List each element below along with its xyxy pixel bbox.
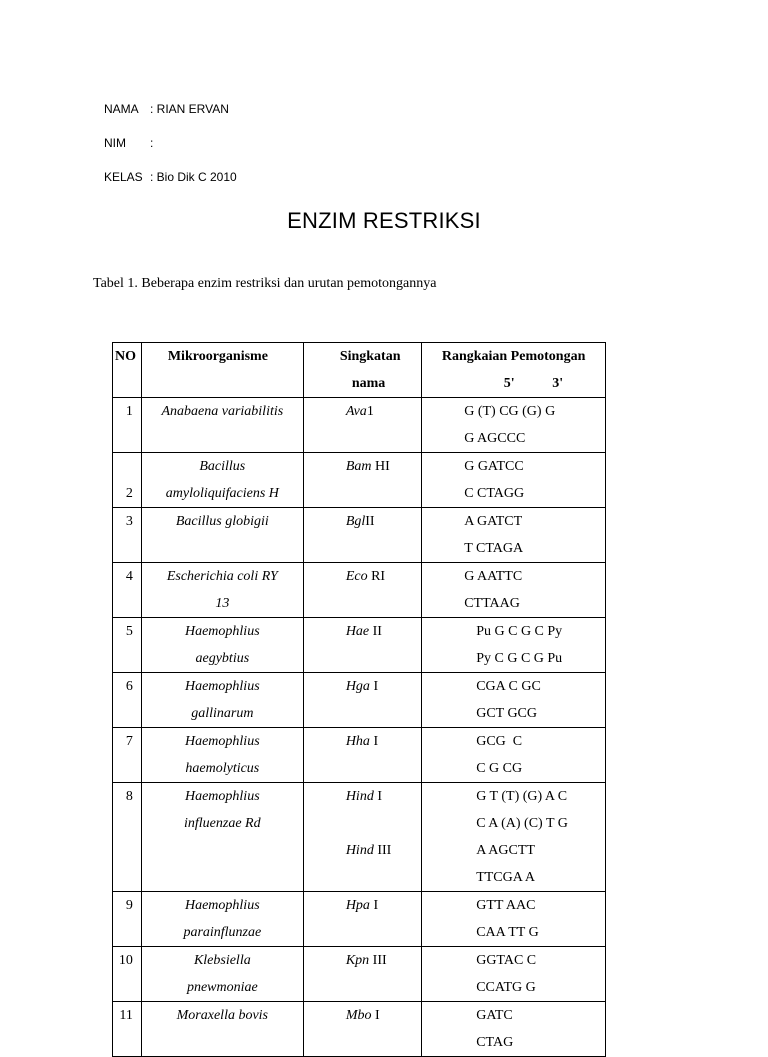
cut-sequence-top: GATC [476,1008,513,1023]
organism-name: Bacillus globigii [175,514,269,529]
organism-name: Moraxella bovis [176,1008,269,1023]
nim-label: NIM [104,136,126,150]
abbreviation: Kpn III [345,953,387,968]
nim-row [104,134,237,168]
kelas-row [104,168,237,202]
abbreviation: Bam HI [345,459,390,474]
cut-sequence-top: GGTAC C [476,953,537,968]
table-row [113,508,606,563]
cut-sequence-bottom: CTAG [476,1035,514,1050]
table-row [113,947,606,1002]
cut-sequence-bottom: C CTAGG [464,486,525,501]
cut-sequence-bottom: Py C G C G Pu [476,651,563,666]
cut-sequence-bottom: CTTAAG [464,596,520,611]
cut-sequence-top: G (T) CG (G) G [464,404,556,419]
cut-sequence-top: CGA C GC [476,679,541,694]
cut-sequence-top: A GATCT [464,514,523,529]
row-number: 5 [125,624,133,639]
cut-sequence-bottom: G AGCCC [464,431,526,446]
row-number: 2 [125,486,133,501]
organism-name-cont: gallinarum [191,706,254,721]
cut-sequence-bottom: GCT GCG [476,706,538,721]
cut-sequence-top: G AATTC [464,569,523,584]
cut-sequence-top: Pu G C G C Py [476,624,563,639]
abbreviation: Hind I [345,789,382,804]
row-number: 9 [125,898,133,913]
cut-sequence-bottom: C G CG [476,761,523,776]
organism-name: Haemophlius [184,898,260,913]
cut-sequence-bottom: T CTAGA [464,541,524,556]
organism-name: Escherichia coli RY [166,569,278,584]
cut-sequence-bottom: CCATG G [476,980,536,995]
cut-sequence-bottom-second: TTCGA A [476,870,535,885]
header-mikroorganisme: Mikroorganisme [141,343,303,398]
abbreviation: Hae II [345,624,382,639]
organism-name: Bacillus [199,459,246,474]
cut-sequence-top: GTT AAC [476,898,536,913]
row-number: 11 [119,1008,133,1023]
organism-name: Anabaena variabilitis [161,404,284,419]
student-info [104,100,237,202]
organism-name: Haemophlius [184,789,260,804]
organism-name-cont: aegybtius [195,651,250,666]
table-row [113,398,606,453]
row-number: 4 [125,569,133,584]
row-number: 8 [125,789,133,804]
five-prime-label: 5' [503,376,515,391]
header-no: NO [113,343,142,398]
table-row [113,673,606,728]
table-row [113,783,606,892]
header-rangkaian: Rangkaian Pemotongan 5' 3' [422,343,606,398]
cut-sequence-top: G T (T) (G) A C [476,789,568,804]
row-number: 1 [125,404,133,419]
abbreviation: Mbo I [345,1008,380,1023]
table-header-row [113,343,606,398]
nama-value: : RIAN ERVAN [150,102,229,116]
table-row [113,453,606,508]
table-row [113,1002,606,1057]
three-prime-label: 3' [552,376,564,391]
nim-value: : [150,136,154,150]
row-number: 7 [125,734,133,749]
abbreviation: Ava1 [345,404,374,419]
cut-sequence-top-second: A AGCTT [476,843,535,858]
kelas-label: KELAS [104,170,143,184]
organism-name-cont: influenzae Rd [184,816,261,831]
header-singkatan: Singkatan nama [303,343,421,398]
organism-name-cont: parainflunzae [183,925,262,940]
abbreviation: Hga I [345,679,379,694]
organism-name-cont: 13 [215,596,230,611]
organism-name-cont: amyloliquifaciens H [165,486,279,501]
abbreviation: Hha I [345,734,379,749]
abbreviation: BglII [345,514,375,529]
row-number: 6 [125,679,133,694]
table-row [113,892,606,947]
organism-name: Haemophlius [184,734,260,749]
cut-sequence-top: GCG C [476,734,523,749]
cut-sequence-bottom: C A (A) (C) T G [476,816,568,831]
table-row [113,563,606,618]
organism-name-cont: haemolyticus [185,761,260,776]
kelas-value: : Bio Dik C 2010 [150,170,237,184]
table-row [113,618,606,673]
cut-sequence-bottom: CAA TT G [476,925,539,940]
document-title: ENZIM RESTRIKSI [287,208,481,233]
table-caption: Tabel 1. Beberapa enzim restriksi dan urutan pemotongannya [93,276,437,291]
enzyme-table [112,342,606,1057]
abbreviation: Eco RI [345,569,386,584]
organism-name: Haemophlius [184,624,260,639]
organism-name-cont: pnewmoniae [186,980,258,995]
organism-name: Haemophlius [184,679,260,694]
abbreviation: Hpa I [345,898,379,913]
row-number: 3 [125,514,133,529]
row-number: 10 [118,953,133,968]
table-row [113,728,606,783]
organism-name: Klebsiella [193,953,251,968]
abbreviation-second: Hind III [345,843,392,858]
cut-sequence-top: G GATCC [464,459,524,474]
nama-row [104,100,237,134]
nama-label: NAMA [104,102,139,116]
